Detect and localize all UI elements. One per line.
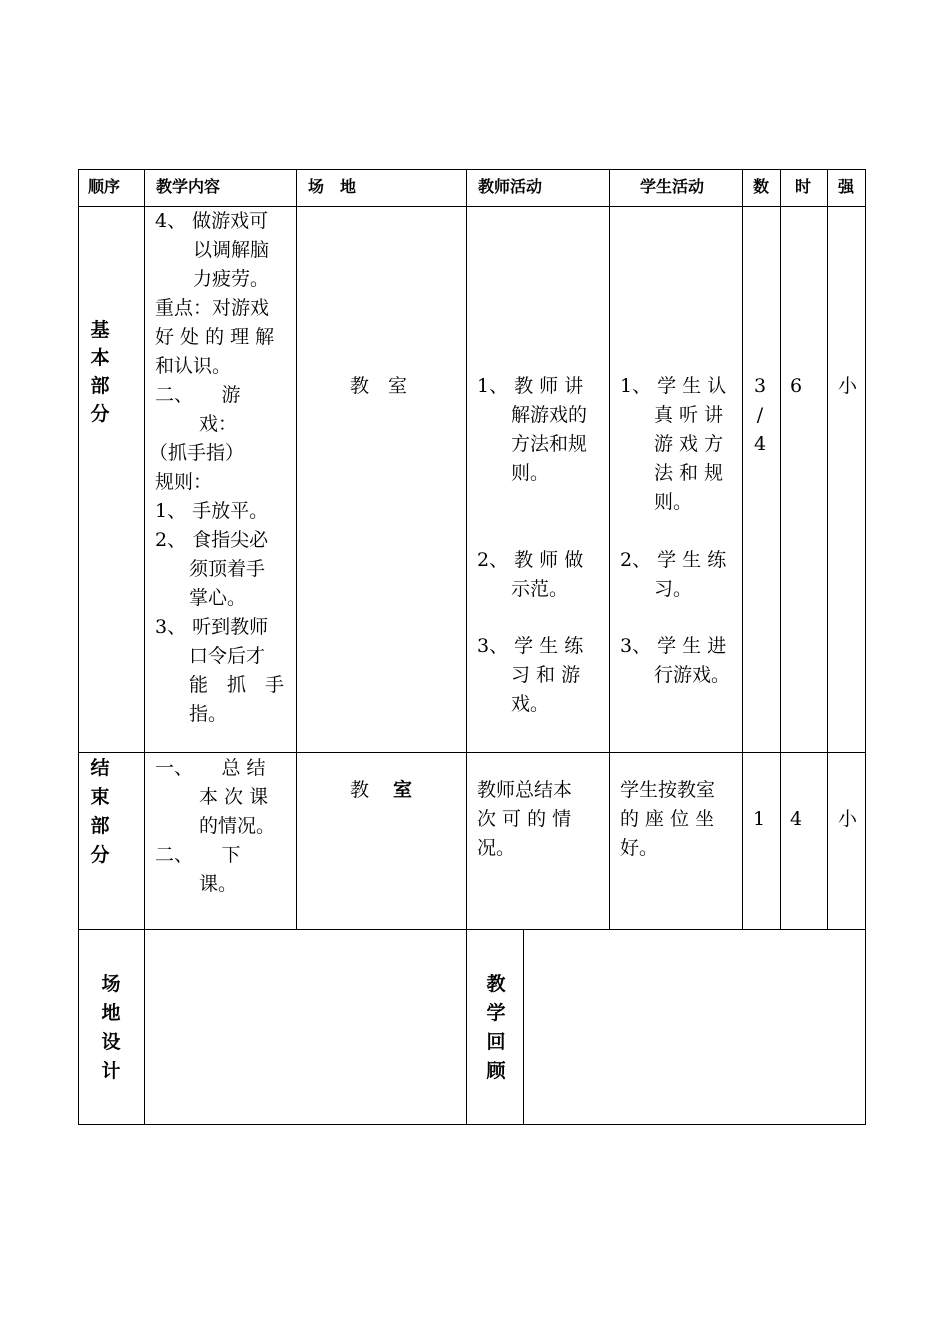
content-line: 二、 游 [155,384,241,406]
count-char: 3 [753,375,767,397]
label-char: 计 [101,1060,121,1082]
label-char: 部 [90,375,110,397]
venue-char: 室 [393,779,413,801]
content-line: 力疲劳。 [193,268,270,290]
label-char: 学 [486,1002,506,1024]
venue-design-area [145,930,466,1124]
header-venue: 场 地 [308,177,357,196]
content-line: 以调解脑 [193,239,270,261]
teacher-line: 3、 学 生 练 [477,635,584,657]
teacher-line: 示范。 [511,578,569,600]
label-char: 场 [101,973,121,995]
content-line: 二、 下 [155,844,241,866]
ending-content [155,754,291,899]
label-char: 束 [90,786,110,808]
ending-time: 4 [790,808,803,830]
content-line: 的情况。 [199,815,276,837]
teacher-line: 习 和 游 [511,664,581,686]
header-order: 顺序 [88,177,121,196]
header-time: 时 [795,177,812,196]
teacher-line: 1、 教 师 讲 [477,375,584,397]
teacher-line: 况。 [477,837,516,859]
header-student-activity: 学生活动 [640,177,705,196]
basic-time: 6 [790,375,803,397]
basic-student-activity [620,372,738,690]
label-char: 分 [90,403,110,425]
header-content: 教学内容 [156,177,221,196]
spacer [477,604,603,632]
ending-venue [350,776,412,805]
grid-line [742,169,743,929]
spacer [477,488,603,546]
content-line: 指。 [189,703,228,725]
content-line: 课。 [199,873,238,895]
label-char: 部 [90,815,110,837]
ending-teacher-activity [477,776,603,863]
content-line: 规则： [155,471,213,493]
content-line: 本 次 课 [199,786,269,808]
ending-count: 1 [753,808,766,830]
basic-content [149,207,291,729]
grid-line [827,169,828,929]
content-line: （抓手指） [149,442,245,464]
section-label-basic [86,316,114,428]
header-teacher-activity: 教师活动 [478,177,543,196]
ending-intensity: 小 [838,808,858,830]
content-line: 2、 食指尖必 [155,529,269,551]
teacher-line: 解游戏的 [511,404,588,426]
section-label-ending [86,754,114,870]
teacher-line: 方法和规 [511,433,588,455]
grid-line [78,752,866,753]
student-line: 的 座 位 坐 [620,808,715,830]
label-char: 结 [90,757,110,779]
venue-char: 教 [350,779,370,801]
content-line: 1、 手放平。 [155,500,269,522]
basic-intensity: 小 [838,375,858,397]
content-line: 口令后才 [189,645,266,667]
student-line: 行游戏。 [654,664,731,686]
content-line: 能 抓 手 [189,674,285,696]
spacer [620,517,738,546]
student-line: 学生按教室 [620,779,716,801]
content-line: 好 处 的 理 解 [155,326,275,348]
ending-student-activity [620,776,738,863]
content-line: 3、 听到教师 [155,616,269,638]
grid-line [780,169,781,929]
label-char: 设 [101,1031,121,1053]
teacher-line: 则。 [511,462,550,484]
grid-line [296,169,297,929]
header-intensity: 强 [838,177,855,196]
content-line: 和认识。 [155,355,232,377]
count-char: 4 [753,433,767,455]
teacher-line: 次 可 的 情 [477,808,572,830]
student-line: 习。 [654,578,693,600]
teacher-line: 2、 教 师 做 [477,549,584,571]
student-line: 则。 [654,491,693,513]
grid-line [78,169,79,1125]
section-label-venue-design [97,970,125,1086]
student-line: 游 戏 方 [654,433,724,455]
content-line: 重点：对游戏 [155,297,270,319]
label-char: 顾 [486,1060,506,1082]
spacer [620,604,738,632]
teacher-line: 教师总结本 [477,779,573,801]
content-line: 掌心。 [189,587,247,609]
label-char: 教 [486,973,506,995]
header-count: 数 [753,177,770,196]
student-line: 2、 学 生 练 [620,549,727,571]
basic-teacher-activity [477,372,603,719]
student-line: 真 听 讲 [654,404,724,426]
student-line: 1、 学 生 认 [620,375,727,397]
content-line: 须顶着手 [189,558,266,580]
label-char: 分 [90,844,110,866]
basic-count [746,372,774,459]
section-label-teaching-review [482,970,510,1086]
label-char: 地 [101,1002,121,1024]
student-line: 好。 [620,837,659,859]
count-char: / [756,404,764,426]
grid-line [865,169,866,1125]
label-char: 基 [90,319,110,341]
grid-line [78,1124,866,1125]
grid-line [609,169,610,929]
content-line: 4、 做游戏可 [155,210,269,232]
teacher-line: 戏。 [511,693,550,715]
grid-line [466,169,467,1125]
label-char: 本 [90,347,110,369]
student-line: 3、 学 生 进 [620,635,727,657]
content-line: 戏： [199,413,238,435]
content-line: 一、 总 结 [155,757,266,779]
basic-venue: 教 室 [350,375,408,397]
student-line: 法 和 规 [654,462,724,484]
teaching-review-area [524,930,865,1124]
label-char: 回 [486,1031,506,1053]
